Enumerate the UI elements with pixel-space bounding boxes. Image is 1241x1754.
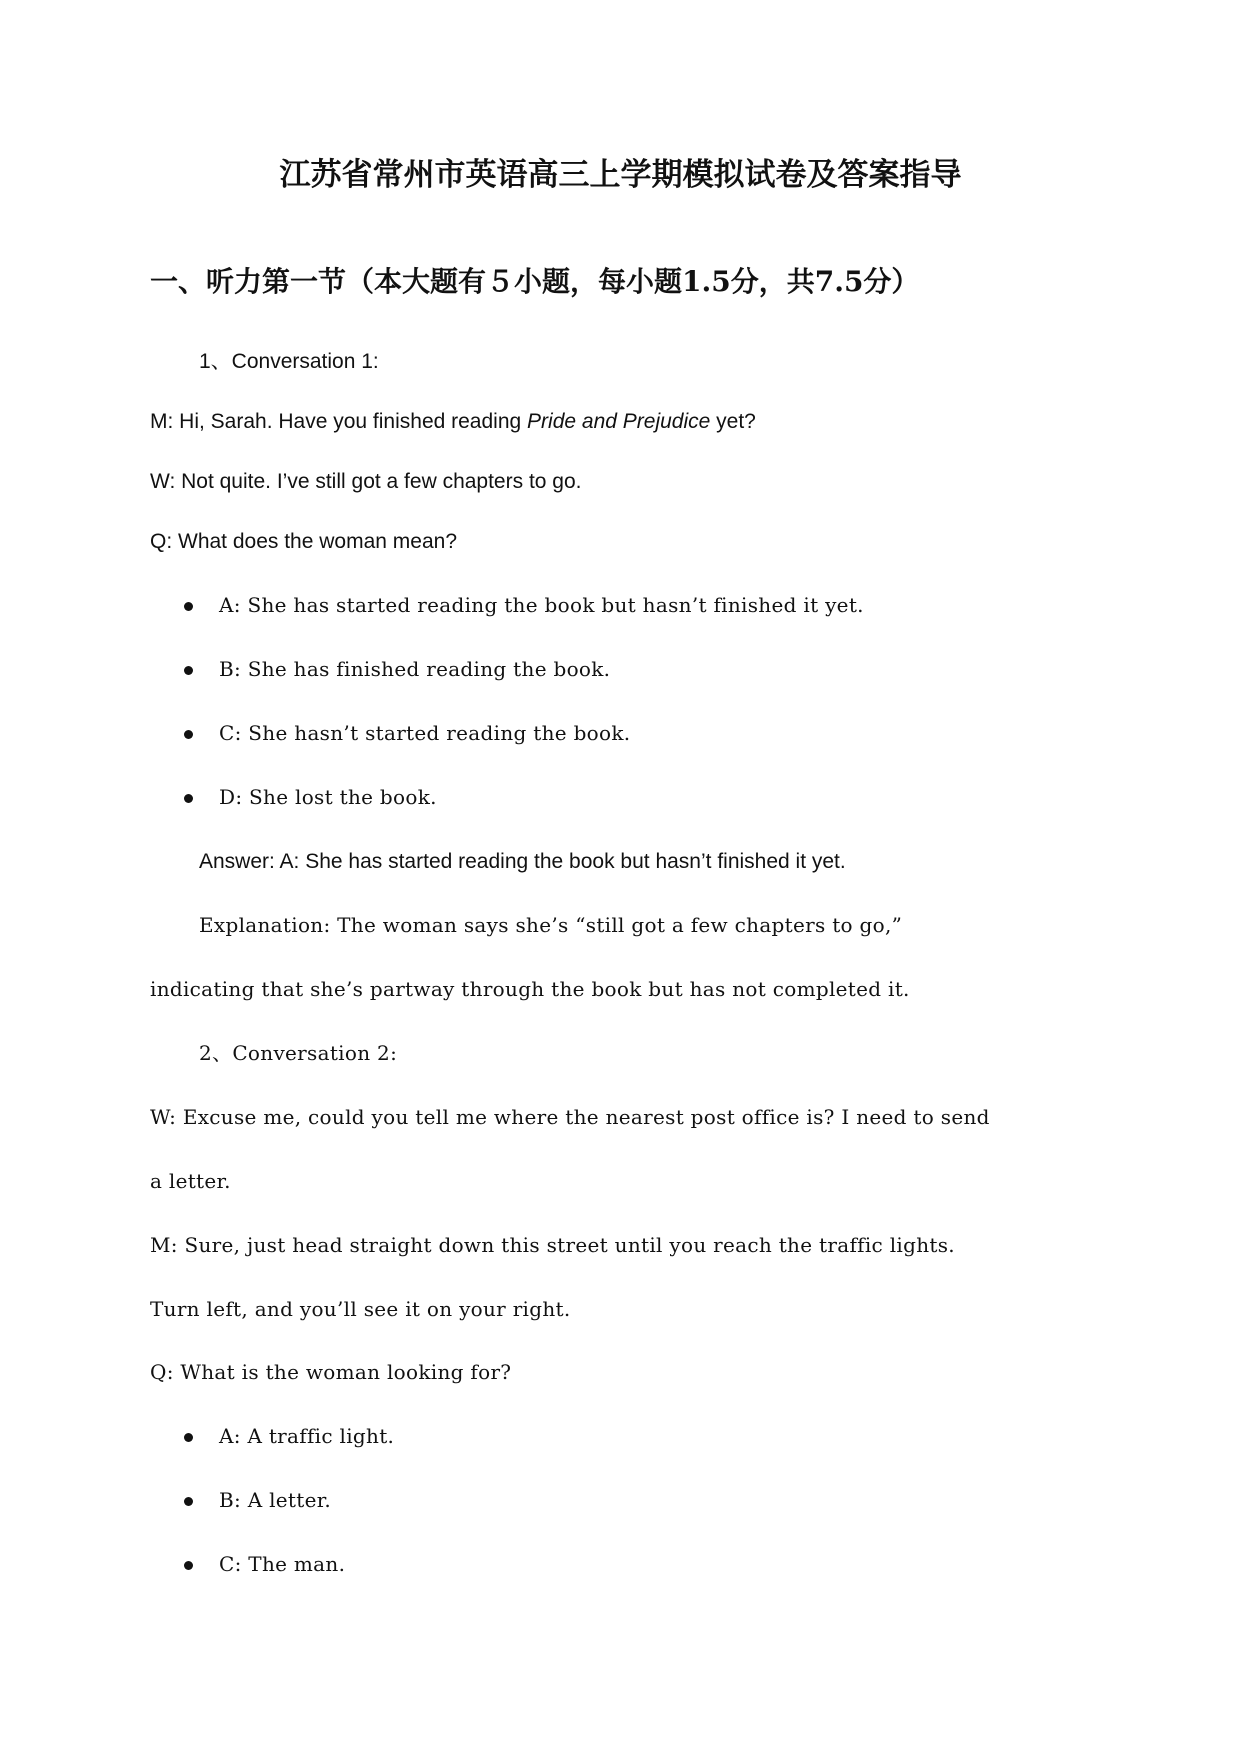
q2-heading: 2、Conversation 2:: [199, 1041, 398, 1065]
bullet-icon: [184, 602, 193, 611]
bullet-icon: [184, 730, 193, 739]
q1-heading: 1、Conversation 1:: [199, 350, 379, 373]
bullet-icon: [184, 794, 193, 803]
q1-line-w: W: Not quite. I’ve still got a few chapters to go.: [150, 470, 582, 493]
q2-question: Q: What is the woman looking for?: [150, 1360, 512, 1384]
q2-line-w-1: W: Excuse me, could you tell me where the nearest post office is? I need to send: [150, 1105, 990, 1129]
section-heading: 一、听力第一节（本大题有５小题，每小题1.5分，共7.5分）: [150, 265, 920, 298]
q2-option-c: [184, 1549, 345, 1579]
q2-option-b: [184, 1485, 331, 1515]
q1-option-a: [184, 590, 864, 620]
q1-option-d-text: D: She lost the book.: [219, 785, 437, 809]
q1-explanation-line-2: indicating that she’s partway through the book but has not completed it.: [150, 977, 910, 1001]
q2-option-c-text: C: The man.: [219, 1552, 346, 1576]
q1-line-m-suffix: yet?: [710, 410, 756, 433]
q2-option-a: [184, 1421, 394, 1451]
q1-line-m: [150, 407, 756, 437]
bullet-icon: [184, 1433, 193, 1442]
q1-option-d: [184, 782, 437, 812]
bullet-icon: [184, 1561, 193, 1570]
q1-option-c-text: C: She hasn’t started reading the book.: [219, 721, 631, 745]
q1-line-m-prefix: M: Hi, Sarah. Have you finished reading: [150, 410, 528, 433]
q2-line-m-1: M: Sure, just head straight down this street until you reach the traffic lights.: [150, 1233, 955, 1257]
q1-answer: Answer: A: She has started reading the book but hasn’t finished it yet.: [199, 850, 846, 873]
q1-explanation-line-1: Explanation: The woman says she’s “still got a few chapters to go,”: [199, 913, 903, 937]
q2-line-w-2: a letter.: [150, 1169, 231, 1193]
q2-option-a-text: A: A traffic light.: [219, 1424, 395, 1448]
bullet-icon: [184, 1497, 193, 1506]
document-title: 江苏省常州市英语高三上学期模拟试卷及答案指导: [279, 157, 962, 193]
q1-question: Q: What does the woman mean?: [150, 530, 457, 553]
q2-option-b-text: B: A letter.: [219, 1488, 332, 1512]
q2-line-m-2: Turn left, and you’ll see it on your right.: [150, 1297, 571, 1321]
q1-option-c: [184, 718, 630, 748]
q1-option-a-text: A: She has started reading the book but hasn’t finished it yet.: [219, 593, 864, 617]
q1-option-b: [184, 654, 610, 684]
bullet-icon: [184, 666, 193, 675]
q1-option-b-text: B: She has finished reading the book.: [219, 657, 611, 681]
q1-book-title: Pride and Prejudice: [527, 410, 711, 433]
